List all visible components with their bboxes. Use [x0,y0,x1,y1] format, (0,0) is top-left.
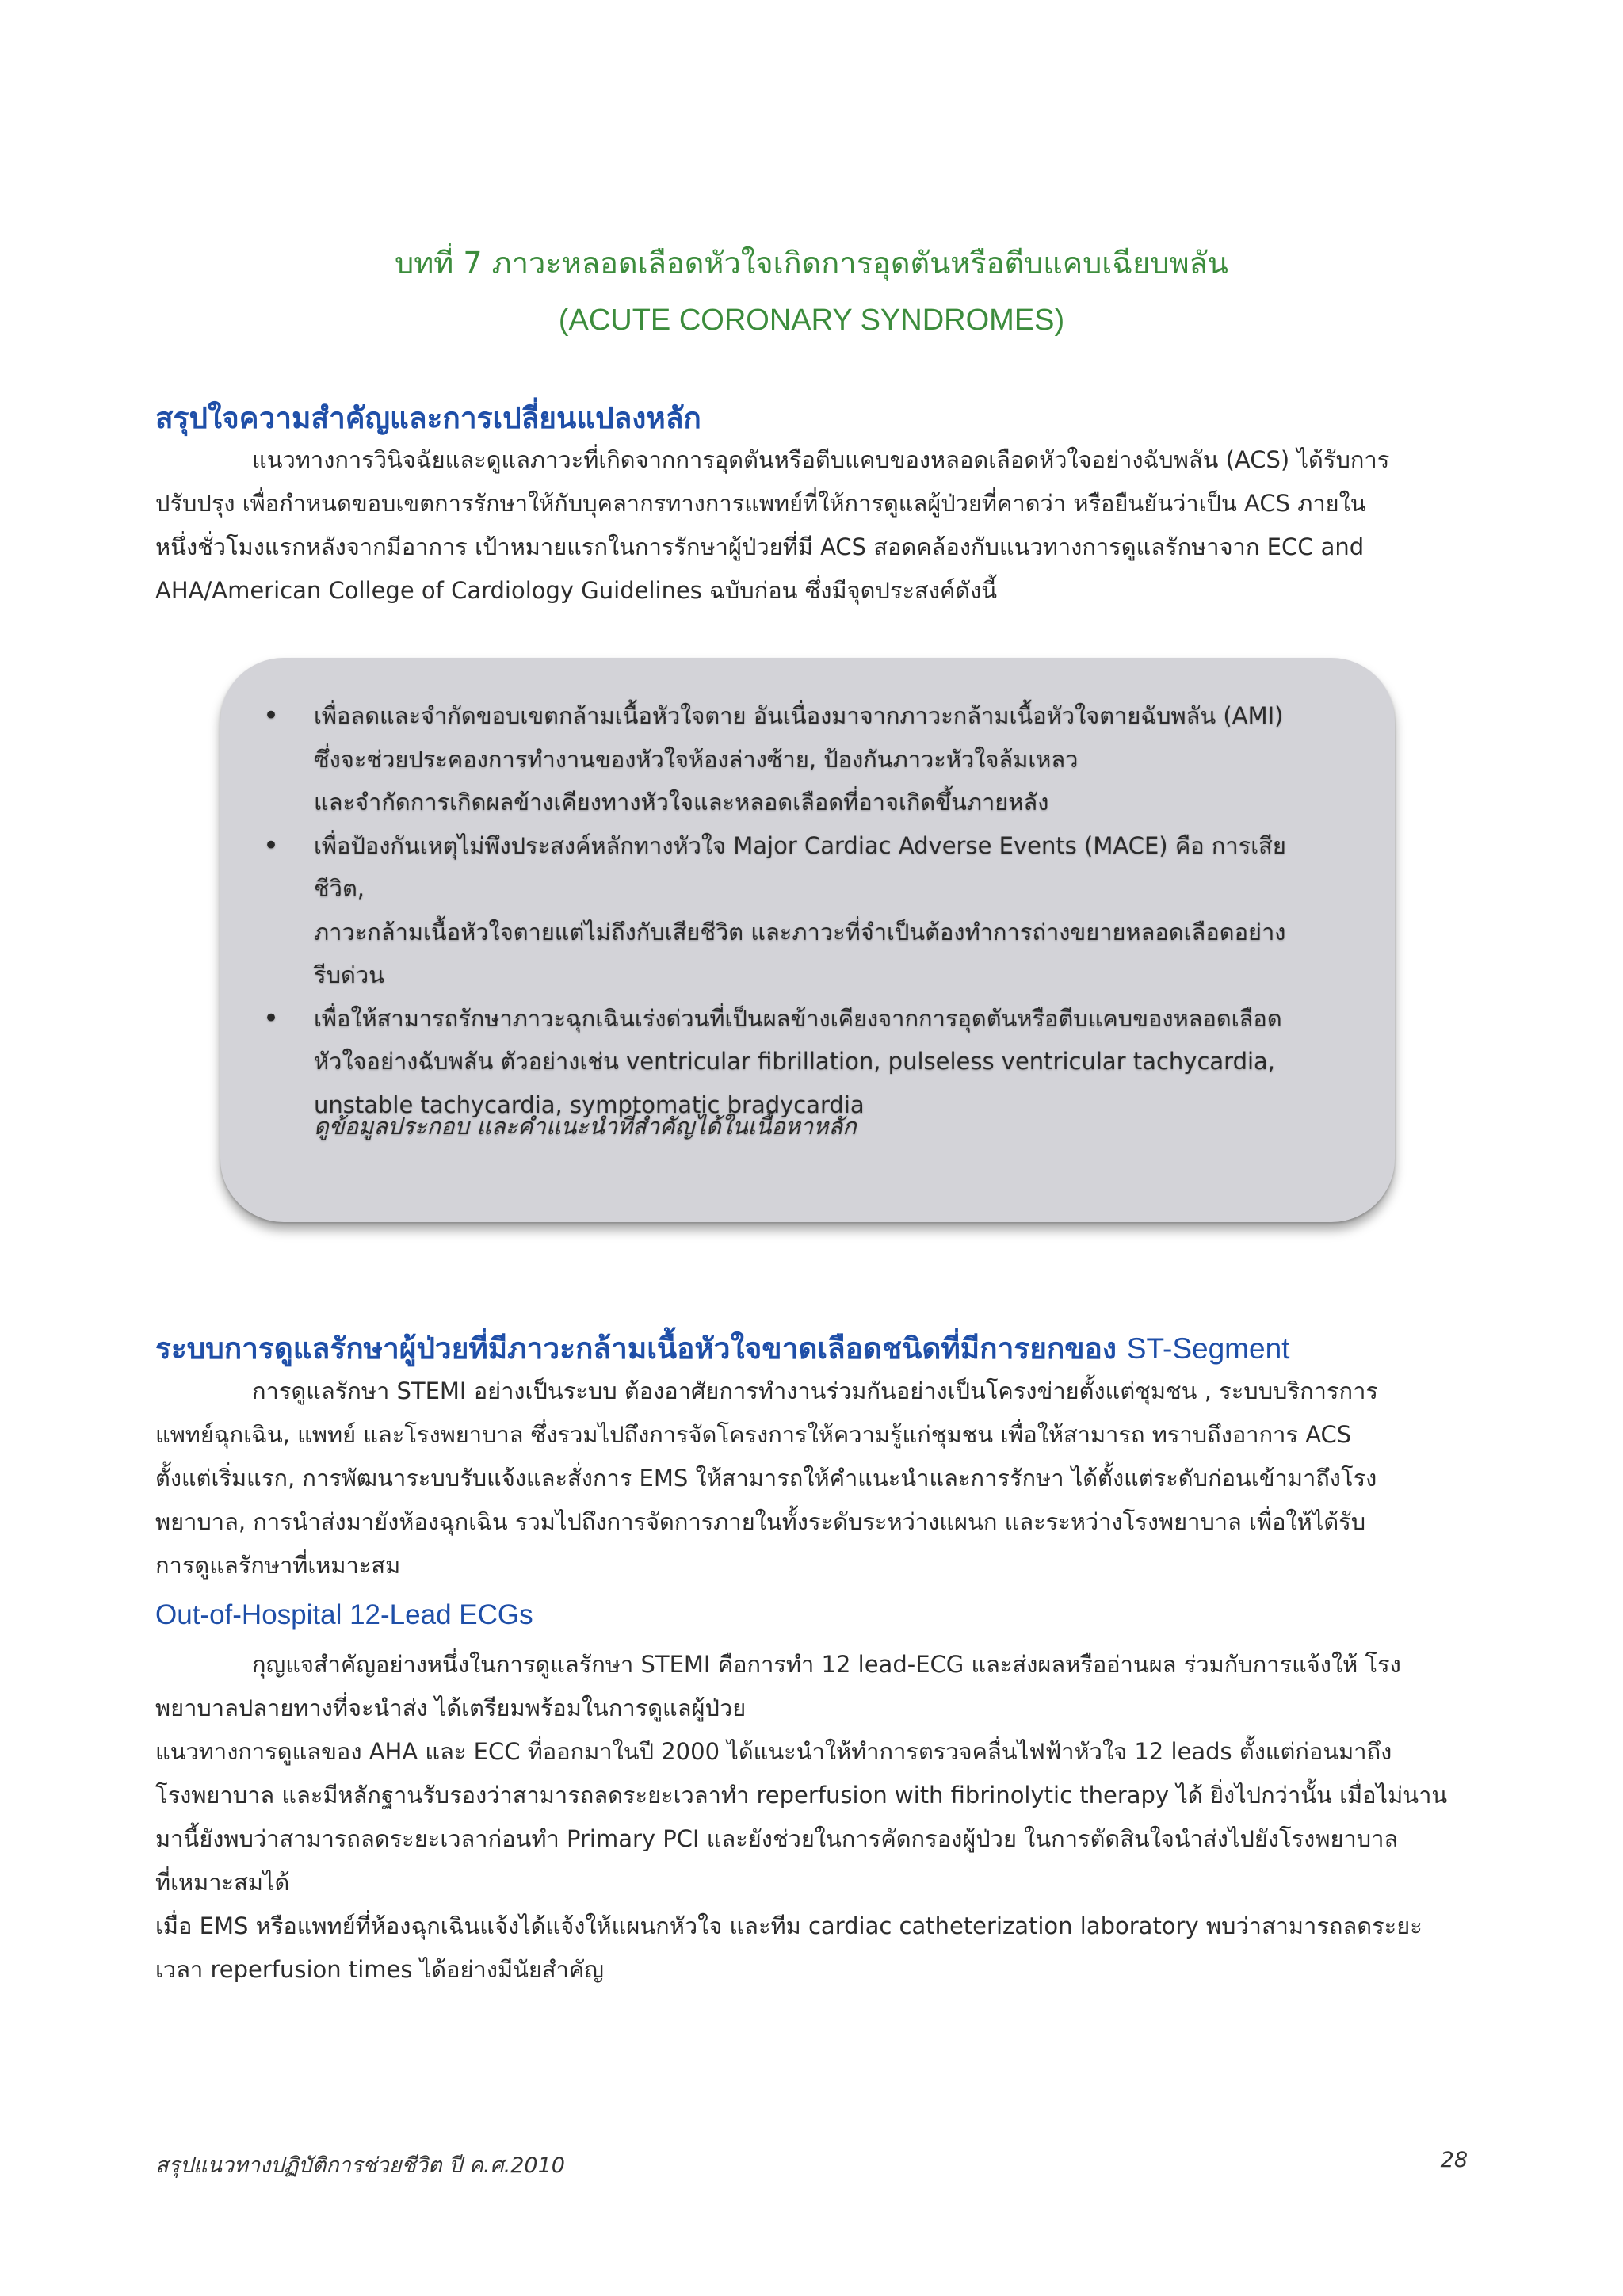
objective-line: หัวใจอย่างฉับพลัน ตัวอย่างเช่น ventricular fibrillation, pulseless ventricular tachycardia, [314,1048,1276,1075]
callout-note: ดูข้อมูลประกอบ และคำแนะนำที่สำคัญได้ในเนื้อหาหลัก [314,1113,857,1140]
objective-line: เพื่อป้องกันเหตุไม่พึงประสงค์หลักทางหัวใจ Major Cardiac Adverse Events (MACE) คือ การเสียชีวิต, [314,831,1286,902]
subsection-heading-ecg: Out-of-Hospital 12-Lead ECGs [155,1599,533,1630]
paragraph-line: หนึ่งชั่วโมงแรกหลังจากมีอาการ เป้าหมายแรกในการรักษาผู้ป่วยที่มี ACS สอดคล้องกับแนวทางการดูแลรักษาจาก ECC and [155,533,1365,560]
paragraph-line: เมื่อ EMS หรือแพทย์ที่ห้องฉุกเฉินแจ้งได้แจ้งให้แผนกหัวใจ และทีม cardiac catheterization laboratory พบว่าสามารถลดระยะ [155,1912,1423,1939]
section-heading-thai: ระบบการดูแลรักษาผู้ป่วยที่มีภาวะกล้ามเนื้อหัวใจขาดเลือดชนิดที่มีการยกของ [155,1331,1117,1366]
objectives-callout-box [220,658,1395,1222]
paragraph-line: เวลา reperfusion times ได้อย่างมีนัยสำคัญ [155,1956,605,1983]
chapter-title-thai: บทที่ 7 ภาวะหลอดเลือดหัวใจเกิดการอุดตันหรือตีบแคบเฉียบพลัน [395,246,1228,281]
objectives-list [220,694,1330,1126]
objective-line: ภาวะกล้ามเนื้อหัวใจตายแต่ไม่ถึงกับเสียชีวิต และภาวะที่จำเป็นต้องทำการถ่างขยายหลอดเลือดอย่าง [314,918,1286,946]
section-heading-stemi-system [155,1325,1289,1372]
objective-line: unstable tachycardia, symptomatic bradycardia [314,1091,865,1118]
paragraph-line: การดูแลรักษาที่เหมาะสม [155,1552,401,1579]
bullet-icon: • [263,829,280,861]
paragraph-line: ที่เหมาะสมได้ [155,1869,290,1896]
paragraph-line: แนวทางการวินิจฉัยและดูแลภาวะที่เกิดจากการอุดตันหรือตีบแคบของหลอดเลือดหัวใจอย่างฉับพลัน (ACS) ได้รับการ [252,446,1390,473]
objective-item [220,997,1330,1127]
summary-paragraph [155,438,1471,613]
section-heading-english: ST-Segment [1126,1332,1290,1365]
paragraph-line: ปรับปรุง เพื่อกำหนดขอบเขตการรักษาให้กับบุคลากรทางการแพทย์ที่ให้การดูแลผู้ป่วยที่คาดว่า หรือยืนยันว่าเป็น ACS ภายใน [155,490,1366,517]
objective-line: ซึ่งจะช่วยประคองการทำงานของหัวใจห้องล่างซ้าย, ป้องกันภาวะหัวใจล้มเหลว [314,745,1079,773]
objective-line: เพื่อลดและจำกัดขอบเขตกล้ามเนื้อหัวใจตาย อันเนื่องมาจากภาวะกล้ามเนื้อหัวใจตายฉับพลัน (AMI) [314,702,1284,729]
bullet-icon: • [263,700,280,732]
paragraph-line: AHA/American College of Cardiology Guidelines ฉบับก่อน ซึ่งมีจุดประสงค์ดังนี้ [155,577,998,604]
paragraph-line: พยาบาล, การนำส่งมายังห้องฉุกเฉิน รวมไปถึงการจัดการภายในทั้งระดับระหว่างแผนก และระหว่างโรงพยาบาล เพื่อให้ได้รับ [155,1508,1366,1535]
paragraph-line: แนวทางการดูแลของ AHA และ ECC ที่ออกมาในปี 2000 ได้แนะนำให้ทำการตรวจคลื่นไฟฟ้าหัวใจ 12 leads ตั้งแต่ก่อนมาถึง [155,1738,1392,1765]
ecg-paragraph [155,1643,1471,1992]
paragraph-line: โรงพยาบาล และมีหลักฐานรับรองว่าสามารถลดระยะเวลาทำ reperfusion with fibrinolytic therapy ได้ ยิ่งไปกว่านั้น เมื่อไม่นาน [155,1782,1448,1809]
section-heading-summary: สรุปใจความสำคัญและการเปลี่ยนแปลงหลัก [155,401,701,435]
stemi-system-paragraph [155,1370,1471,1587]
objective-item [220,694,1330,824]
objective-line: รีบด่วน [314,961,384,988]
chapter-title-english: (ACUTE CORONARY SYNDROMES) [558,304,1065,337]
paragraph-line: พยาบาลปลายทางที่จะนำส่ง ได้เตรียมพร้อมในการดูแลผู้ป่วย [155,1694,747,1721]
paragraph-line: การดูแลรักษา STEMI อย่างเป็นระบบ ต้องอาศัยการทำงานร่วมกันอย่างเป็นโครงข่ายตั้งแต่ชุมชน , ระบบบริการการ [252,1377,1378,1404]
paragraph-line: กุญแจสำคัญอย่างหนึ่งในการดูแลรักษา STEMI คือการทำ 12 lead-ECG และส่งผลหรืออ่านผล ร่วมกับการแจ้งให้ โรง [252,1651,1401,1678]
paragraph-line: มานี้ยังพบว่าสามารถลดระยะเวลาก่อนทำ Primary PCI และยังช่วยในการคัดกรองผู้ป่วย ในการตัดสินใจนำส่งไปยังโรงพยาบาล [155,1825,1399,1852]
paragraph-line: แพทย์ฉุกเฉิน, แพทย์ และโรงพยาบาล ซึ่งรวมไปถึงการจัดโครงการให้ความรู้แก่ชุมชน เพื่อให้สามารถ ทราบถึงอาการ ACS [155,1421,1352,1448]
objective-line: และจำกัดการเกิดผลข้างเคียงทางหัวใจและหลอดเลือดที่อาจเกิดขึ้นภายหลัง [314,789,1049,816]
bullet-icon: • [263,1002,280,1034]
page-number: 28 [1440,2148,1468,2172]
objective-line: เพื่อให้สามารถรักษาภาวะฉุกเฉินเร่งด่วนที่เป็นผลข้างเคียงจากการอุดตันหรือตีบแคบของหลอดเลือด [314,1004,1282,1032]
objective-item [220,824,1330,997]
paragraph-line: ตั้งแต่เริ่มแรก, การพัฒนาระบบรับแจ้งและสั่งการ EMS ให้สามารถให้คำแนะนำและการรักษา ได้ตั้งแต่ระดับก่อนเข้ามาถึงโรง [155,1465,1377,1492]
footer-title: สรุปแนวทางปฏิบัติการช่วยชีวิต ปี ค.ศ.2010 [155,2153,565,2178]
